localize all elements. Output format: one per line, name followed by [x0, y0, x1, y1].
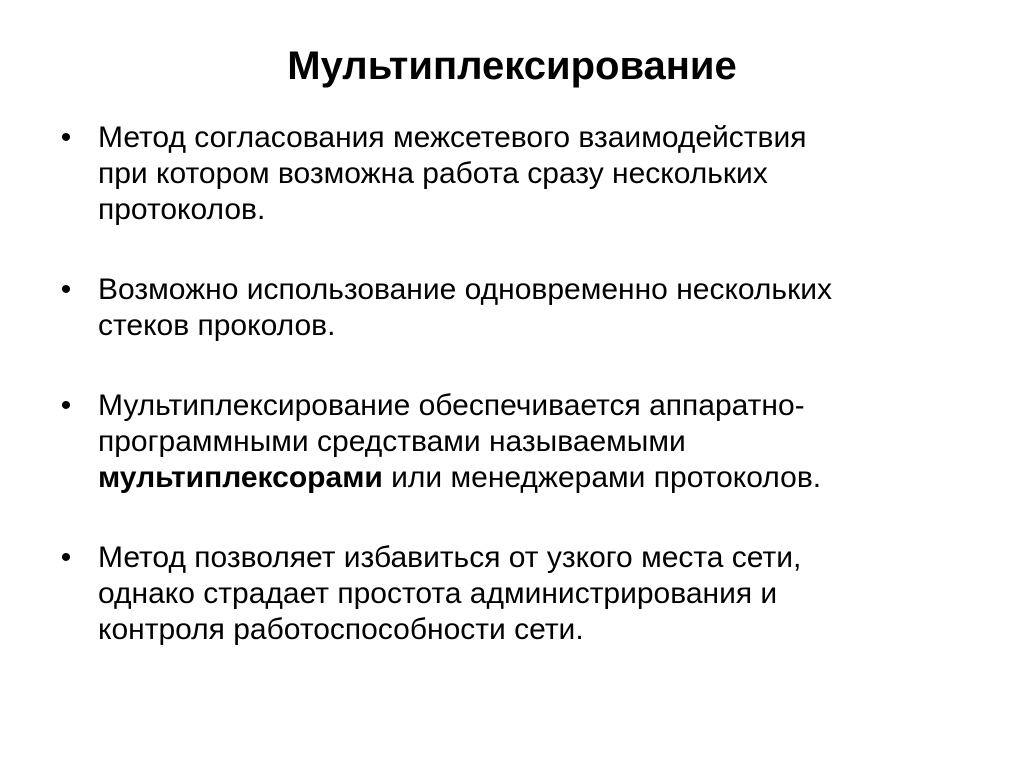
bullet-text-line: протоколов. — [98, 193, 266, 226]
bullet-item — [56, 540, 996, 648]
bullet-icon: • — [60, 389, 72, 422]
bullet-text-fragment: или менеджерами протоколов. — [382, 461, 822, 494]
bullet-item — [56, 120, 996, 228]
bullet-text-line: Мультиплексирование обеспечивается аппаратно- — [98, 389, 805, 422]
slide-title: Мультиплексирование — [287, 44, 737, 88]
bullet-text-line: стеков проколов. — [98, 309, 336, 342]
bullet-text-line-mixed — [98, 460, 996, 496]
bullet-text-line: однако страдает простота администрирования и — [98, 577, 778, 610]
bullet-text-line: при котором возможна работа сразу нескольких — [98, 157, 768, 190]
bullet-text-line: Метод согласования межсетевого взаимодействия — [98, 121, 807, 154]
bullet-item — [56, 388, 996, 496]
bullet-text-line: программными средствами называемыми — [98, 425, 686, 458]
bold-term: мультиплексорами — [98, 461, 383, 494]
bullet-text-line: Возможно использование одновременно нескольких — [98, 273, 832, 306]
bullet-text-line: контроля работоспособности сети. — [98, 613, 584, 646]
bullet-text-line: Метод позволяет избавиться от узкого места сети, — [98, 541, 802, 574]
bullet-item — [56, 272, 996, 344]
bullet-list — [56, 120, 996, 692]
bullet-icon: • — [60, 541, 72, 574]
bullet-icon: • — [60, 121, 72, 154]
bullet-icon: • — [60, 273, 72, 306]
